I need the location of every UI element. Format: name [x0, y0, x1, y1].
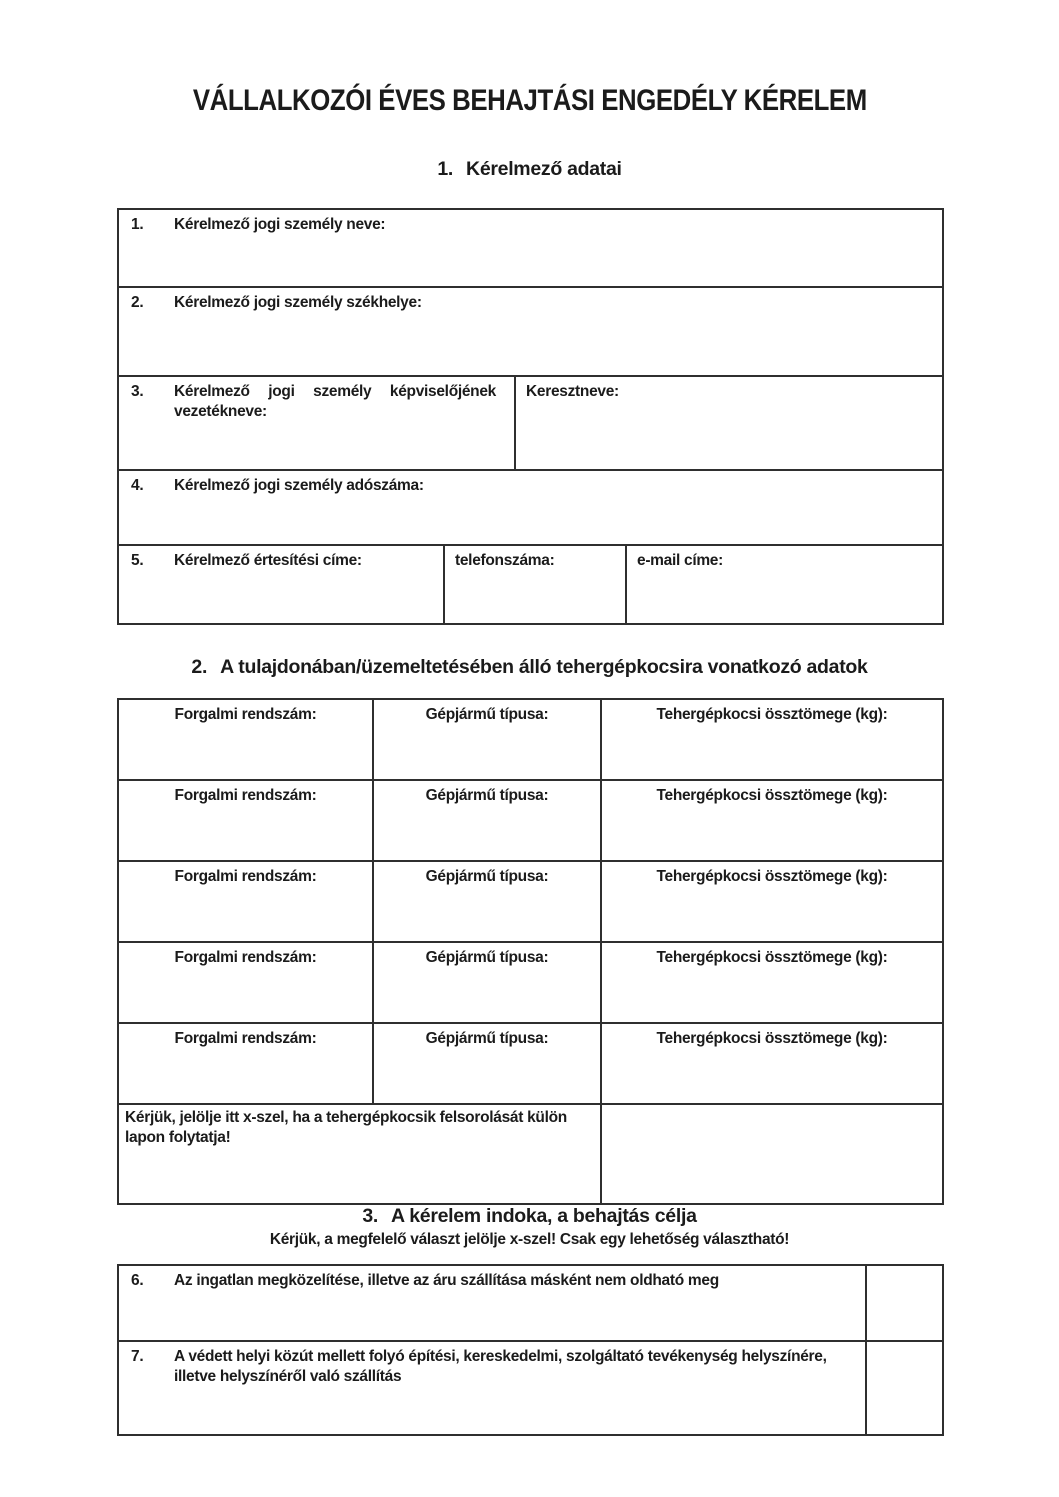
field-label: Keresztneve:	[526, 383, 619, 400]
reason-label: A védett helyi közút mellett folyó építési, kereskedelmi, szolgáltató tevékenység helyszínére, illetve helyszínéről való szállítás	[174, 1348, 827, 1385]
table-row	[118, 287, 943, 376]
field-label: Kérelmező jogi személy képviselőjének vezetékneve:	[174, 383, 496, 420]
table-row	[118, 470, 943, 545]
reason-option-7	[118, 1341, 866, 1435]
field-gross-weight[interactable]: Tehergépkocsi össztömege (kg):	[601, 1023, 943, 1104]
reason-option-6	[118, 1265, 866, 1341]
page-title	[0, 84, 1059, 118]
continuation-note-cell	[118, 1104, 601, 1204]
field-plate-number[interactable]: Forgalmi rendszám:	[118, 942, 373, 1023]
section2-heading-text: A tulajdonában/üzemeltetésében álló tehergépkocsira vonatkozó adatok	[220, 656, 868, 678]
field-notification-address[interactable]	[118, 545, 444, 624]
field-plate-number[interactable]: Forgalmi rendszám:	[118, 861, 373, 942]
table-row	[118, 1104, 943, 1204]
field-vehicle-type[interactable]: Gépjármű típusa:	[373, 780, 601, 861]
answer-box-7[interactable]	[866, 1341, 943, 1435]
continuation-mark-box[interactable]	[601, 1104, 943, 1204]
field-representative-surname[interactable]	[118, 376, 515, 470]
table-row	[118, 376, 943, 470]
field-applicant-name[interactable]	[118, 209, 943, 287]
field-label: Kérelmező jogi személy neve:	[174, 216, 386, 233]
row-number: 5.	[131, 552, 144, 569]
field-gross-weight[interactable]: Tehergépkocsi össztömege (kg):	[601, 861, 943, 942]
field-email[interactable]	[626, 545, 943, 624]
section2-heading	[117, 656, 942, 679]
field-applicant-seat[interactable]	[118, 287, 943, 376]
section3-instruction: Kérjük, a megfelelő választ jelölje x-szel! Csak egy lehetőség választható!	[269, 1231, 790, 1248]
field-tax-number[interactable]	[118, 470, 943, 545]
applicant-table	[117, 208, 944, 625]
field-plate-number[interactable]: Forgalmi rendszám:	[118, 780, 373, 861]
section2-number: 2.	[191, 656, 208, 678]
table-row	[118, 1341, 943, 1435]
row-number: 6.	[131, 1272, 144, 1289]
reason-table	[117, 1264, 944, 1436]
row-number: 4.	[131, 477, 144, 494]
field-vehicle-type[interactable]: Gépjármű típusa:	[373, 942, 601, 1023]
row-number: 3.	[131, 383, 144, 400]
continuation-note: Kérjük, jelölje itt x-szel, ha a tehergépkocsik felsorolását külön lapon folytatja!	[125, 1109, 567, 1146]
field-representative-firstname[interactable]	[515, 376, 943, 470]
section1-heading	[117, 158, 942, 181]
section3-heading-text: A kérelem indoka, a behajtás célja	[391, 1205, 697, 1227]
vehicle-row	[118, 780, 943, 861]
vehicle-table	[117, 698, 944, 1205]
field-vehicle-type[interactable]: Gépjármű típusa:	[373, 861, 601, 942]
section1-number: 1.	[437, 158, 454, 180]
vehicle-row	[118, 861, 943, 942]
table-row	[118, 209, 943, 287]
page-title-text: VÁLLALKOZÓI ÉVES BEHAJTÁSI ENGEDÉLY KÉRELEM	[192, 84, 867, 117]
field-label: telefonszáma:	[455, 552, 555, 569]
field-label: Kérelmező jogi személy székhelye:	[174, 294, 422, 311]
row-number: 1.	[131, 216, 144, 233]
field-gross-weight[interactable]: Tehergépkocsi össztömege (kg):	[601, 942, 943, 1023]
section3-heading	[117, 1205, 942, 1228]
field-plate-number[interactable]: Forgalmi rendszám:	[118, 699, 373, 780]
table-row	[118, 545, 943, 624]
field-gross-weight[interactable]: Tehergépkocsi össztömege (kg):	[601, 780, 943, 861]
section1-heading-text: Kérelmező adatai	[466, 158, 622, 180]
field-vehicle-type[interactable]: Gépjármű típusa:	[373, 699, 601, 780]
field-label: Kérelmező értesítési címe:	[174, 552, 362, 569]
field-vehicle-type[interactable]: Gépjármű típusa:	[373, 1023, 601, 1104]
row-number: 2.	[131, 294, 144, 311]
field-plate-number[interactable]: Forgalmi rendszám:	[118, 1023, 373, 1104]
vehicle-row	[118, 1023, 943, 1104]
field-label: e-mail címe:	[637, 552, 723, 569]
reason-label: Az ingatlan megközelítése, illetve az áru szállítása másként nem oldható meg	[174, 1272, 719, 1289]
field-phone[interactable]	[444, 545, 626, 624]
field-gross-weight[interactable]: Tehergépkocsi össztömege (kg):	[601, 699, 943, 780]
row-number: 7.	[131, 1348, 144, 1365]
answer-box-6[interactable]	[866, 1265, 943, 1341]
vehicle-row	[118, 942, 943, 1023]
vehicle-row	[118, 699, 943, 780]
field-label: Kérelmező jogi személy adószáma:	[174, 477, 424, 494]
table-row	[118, 1265, 943, 1341]
section3-number: 3.	[362, 1205, 379, 1227]
